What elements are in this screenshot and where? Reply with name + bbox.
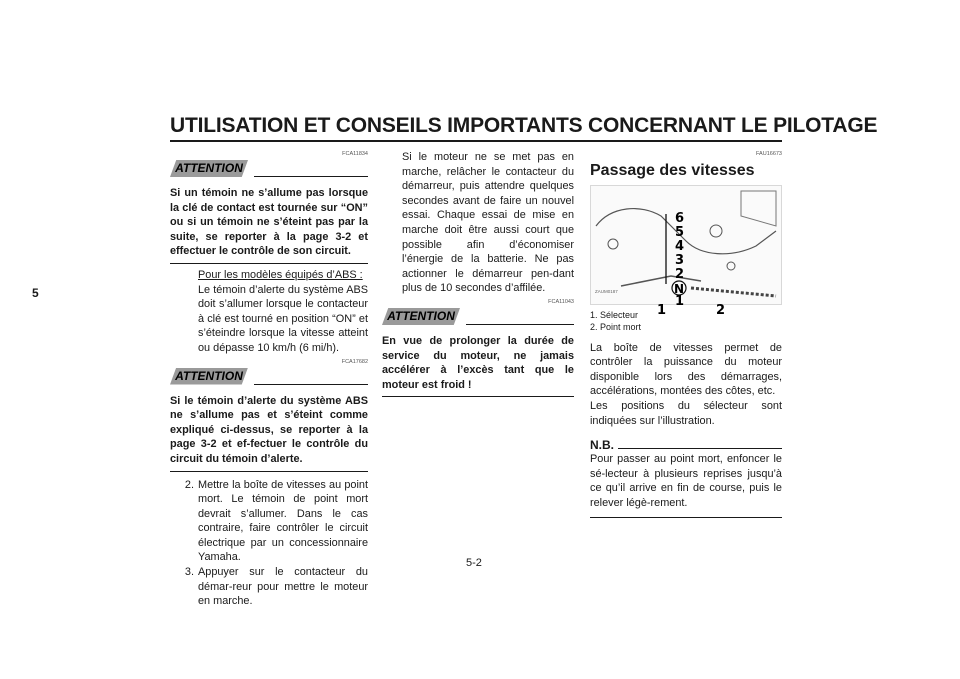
gear-label: 4 (675, 238, 685, 254)
abs-heading: Pour les modèles équipés d’ABS : (198, 268, 363, 281)
ref-code: FCA11834 (342, 151, 368, 157)
attention-label: ATTENTION (175, 161, 243, 175)
legend-item: 2. Point mort (590, 321, 642, 332)
attention-heading (170, 366, 368, 388)
column-3 (590, 150, 782, 518)
nb-end-rule (590, 517, 782, 518)
list-item (170, 565, 368, 609)
legend-item: 1. Sélecteur (590, 309, 639, 320)
paragraph: La boîte de vitesses permet de contrôler la puissance du moteur disponible lors des démarrages, accélérations, montées des côtes, etc. (590, 341, 782, 398)
column-2 (382, 150, 574, 397)
page-header-title: UTILISATION ET CONSEILS IMPORTANTS CONCERNANT LE PILOTAGE (170, 114, 878, 137)
chapter-number: 5 (32, 286, 39, 300)
nb-heading (590, 434, 782, 452)
gear-label: 6 (675, 210, 685, 226)
gear-label: 1 (675, 293, 685, 309)
nb-rule (618, 448, 782, 449)
abs-text: Le témoin d’alerte du système ABS doit s’allumer lorsque le contacteur à clé est tourné en position “ON” et s’éteindre lorsque la vitesse atteint ou dépasse 10 km/h (6 mi/h). (198, 283, 368, 354)
attention-text: Si le témoin d’alerte du système ABS ne s’allume pas et s’éteint comme expliqué ci-dessus, se reporter à la page 3-2 et ef-fectuer le contrôle du circuit du témoin d’alerte. (170, 394, 368, 472)
paragraph: Les positions du sélecteur sont indiquées sur l’illustration. (590, 399, 782, 427)
attention-rule (466, 324, 574, 325)
attention-text: En vue de prolonger la durée de service du moteur, ne jamais accélérer à l’excès tant que le moteur est froid ! (382, 334, 574, 397)
column-1 (170, 150, 368, 609)
attention-rule (254, 176, 368, 177)
gear-label: 3 (675, 252, 685, 268)
gear-label: N (674, 281, 685, 296)
attention-label: ATTENTION (387, 308, 455, 323)
header-rule (170, 140, 782, 142)
gear-label: 5 (675, 224, 685, 240)
intro-text: Si le moteur ne se met pas en marche, relâcher le contacteur du démarreur, puis attendre quelques secondes avant de faire un nouvel essai. Chaque essai de mise en marche doit être aussi court que possible afin d’économiser l’énergie de la batterie. Ne pas actionner le démarreur pen-dant plus de 10 secondes d’affilée. (402, 151, 574, 295)
list-text: Mettre la boîte de vitesses au point mort. Le témoin de point mort devrait s’allumer. Dans le cas contraire, faire contrôler le circuit électrique par un concessionnaire Yamaha. (198, 478, 368, 564)
callout-number: 1 (657, 302, 667, 318)
list-item (170, 478, 368, 566)
figure-code: ZAUM0187 (595, 289, 618, 294)
section-title: Passage des vitesses (590, 162, 755, 179)
attention-label: ATTENTION (175, 368, 243, 383)
ref-code: FCA17682 (341, 358, 368, 365)
callout-number: 2 (716, 302, 726, 318)
gear-label: 2 (675, 266, 685, 282)
list-text: Appuyer sur le contacteur du démar-reur pour mettre le moteur en marche. (198, 566, 368, 608)
list-number: 2. (184, 478, 194, 491)
attention-heading (170, 158, 368, 180)
ref-code: FCA11043 (548, 298, 574, 305)
page-number: 5-2 (466, 557, 482, 569)
ref-code: FAU16673 (756, 151, 782, 157)
list-number: 3. (184, 566, 194, 579)
chapter-tab (0, 150, 62, 362)
nb-text: Pour passer au point mort, enfoncer le sé-lecteur à plusieurs reprises jusqu’à ce qu’il arrive en fin de course, puis le relever légè-rement. (590, 453, 782, 509)
attention-text: Si un témoin ne s’allume pas lorsque la clé de contact est tournée sur “ON” ou si un témoin ne s’éteint pas par la suite, se reporter à la page 3-2 et effectuer le contrôle de son circuit. (170, 186, 368, 264)
attention-rule (254, 384, 368, 385)
nb-label: N.B. (590, 437, 614, 452)
attention-heading (382, 306, 574, 328)
